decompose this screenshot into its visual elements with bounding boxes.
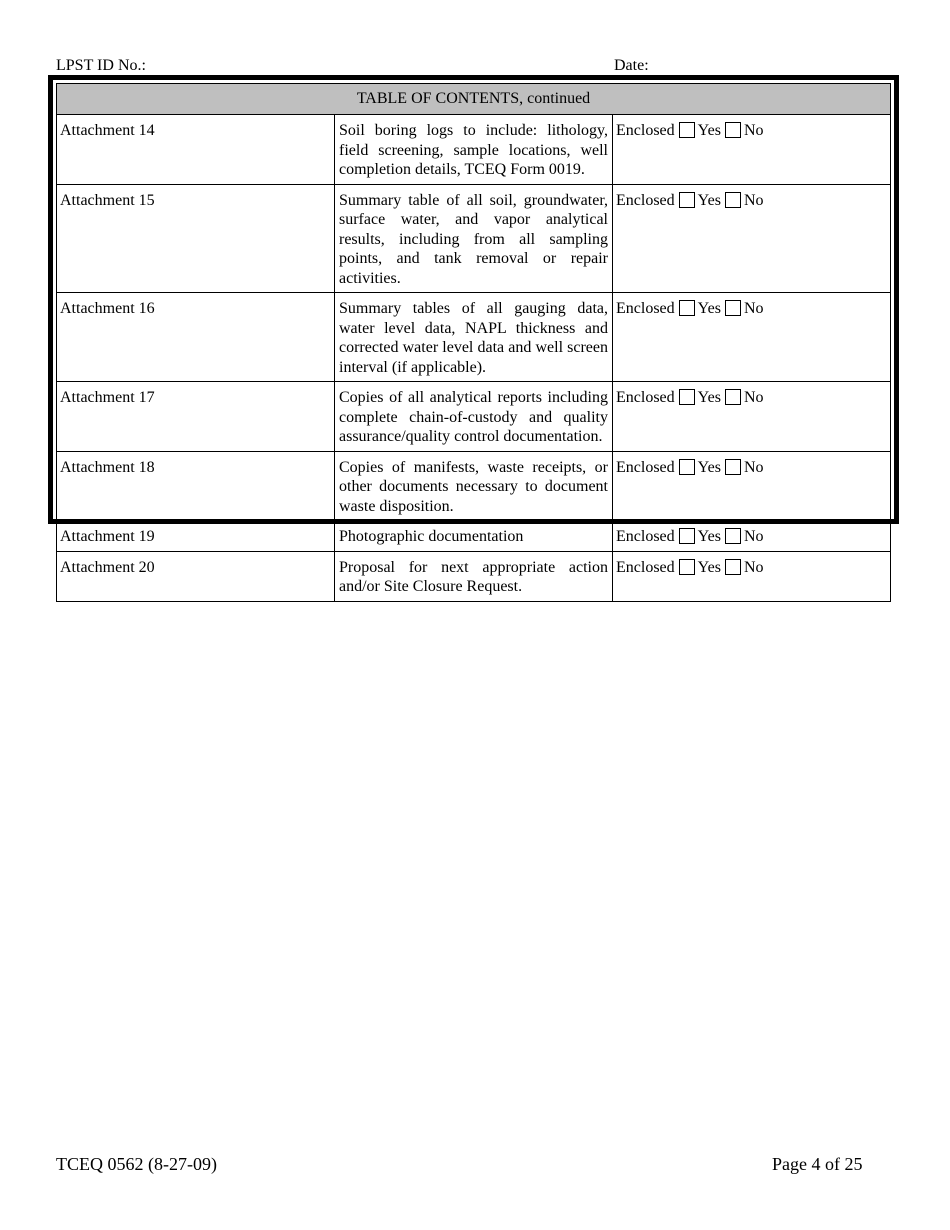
- table-row: [57, 551, 891, 601]
- yes-checkbox[interactable]: [679, 559, 695, 575]
- yes-checkbox[interactable]: [679, 192, 695, 208]
- yes-label: Yes: [697, 558, 721, 576]
- table-row: [57, 184, 891, 293]
- attachment-label: Attachment 19: [57, 521, 335, 552]
- table-row: [57, 521, 891, 552]
- no-label: No: [743, 558, 764, 576]
- enclosed-label: Enclosed: [616, 300, 675, 317]
- yes-checkbox[interactable]: [679, 389, 695, 405]
- no-checkbox[interactable]: [725, 559, 741, 575]
- yes-checkbox[interactable]: [679, 459, 695, 475]
- attachment-label: Attachment 20: [57, 551, 335, 601]
- enclosed-label: Enclosed: [616, 191, 675, 209]
- date-label: Date:: [614, 57, 649, 74]
- enclosed-label: Enclosed: [616, 122, 675, 139]
- yes-checkbox[interactable]: [679, 122, 695, 138]
- enclosed-cell: [613, 551, 891, 601]
- toc-title: TABLE OF CONTENTS, continued: [57, 84, 891, 115]
- enclosed-cell: [613, 451, 891, 521]
- yes-label: Yes: [697, 528, 721, 545]
- enclosed-label: Enclosed: [616, 558, 675, 576]
- attachment-description: Summary table of all soil, groundwater, surface water, and vapor analytical results, including from all sampling points, and tank removal or repair activities.: [335, 184, 613, 293]
- toc-frame: [48, 75, 899, 595]
- page-number: Page 4 of 25: [772, 1154, 863, 1174]
- no-label: No: [743, 122, 764, 139]
- table-row: [57, 382, 891, 452]
- form-id: TCEQ 0562 (8-27-09): [56, 1154, 217, 1174]
- enclosed-cell: [613, 115, 891, 185]
- attachment-description: Soil boring logs to include: lithology, field screening, sample locations, well completion details, TCEQ Form 0019.: [335, 115, 613, 185]
- enclosed-label: Enclosed: [616, 458, 675, 476]
- attachment-description: Copies of all analytical reports including complete chain-of-custody and quality assurance/quality control documentation.: [335, 382, 613, 452]
- table-row: [57, 451, 891, 521]
- yes-label: Yes: [697, 300, 721, 317]
- enclosed-cell: [613, 293, 891, 382]
- table-row: [57, 293, 891, 382]
- yes-checkbox[interactable]: [679, 300, 695, 316]
- enclosed-label: Enclosed: [616, 528, 675, 545]
- no-label: No: [743, 389, 764, 406]
- yes-label: Yes: [697, 191, 721, 209]
- no-label: No: [743, 458, 764, 476]
- no-checkbox[interactable]: [725, 122, 741, 138]
- attachment-label: Attachment 17: [57, 382, 335, 452]
- yes-checkbox[interactable]: [679, 528, 695, 544]
- no-checkbox[interactable]: [725, 389, 741, 405]
- attachment-description: Proposal for next appropriate action and/or Site Closure Request.: [335, 551, 613, 601]
- lpst-id-label: LPST ID No.:: [56, 57, 146, 74]
- enclosed-cell: [613, 184, 891, 293]
- no-checkbox[interactable]: [725, 528, 741, 544]
- table-row: [57, 115, 891, 185]
- no-checkbox[interactable]: [725, 300, 741, 316]
- attachment-description: Summary tables of all gauging data, water level data, NAPL thickness and corrected water level data and well screen interval (if applicable).: [335, 293, 613, 382]
- no-label: No: [743, 191, 764, 209]
- toc-table: [56, 83, 891, 602]
- attachment-description: Photographic documentation: [335, 521, 613, 552]
- no-checkbox[interactable]: [725, 192, 741, 208]
- attachment-label: Attachment 15: [57, 184, 335, 293]
- no-checkbox[interactable]: [725, 459, 741, 475]
- enclosed-cell: [613, 521, 891, 552]
- yes-label: Yes: [697, 389, 721, 406]
- no-label: No: [743, 300, 764, 317]
- attachment-label: Attachment 14: [57, 115, 335, 185]
- attachment-label: Attachment 16: [57, 293, 335, 382]
- no-label: No: [743, 528, 764, 545]
- attachment-label: Attachment 18: [57, 451, 335, 521]
- attachment-description: Copies of manifests, waste receipts, or other documents necessary to document waste disposition.: [335, 451, 613, 521]
- yes-label: Yes: [697, 122, 721, 139]
- enclosed-label: Enclosed: [616, 389, 675, 406]
- enclosed-cell: [613, 382, 891, 452]
- yes-label: Yes: [697, 458, 721, 476]
